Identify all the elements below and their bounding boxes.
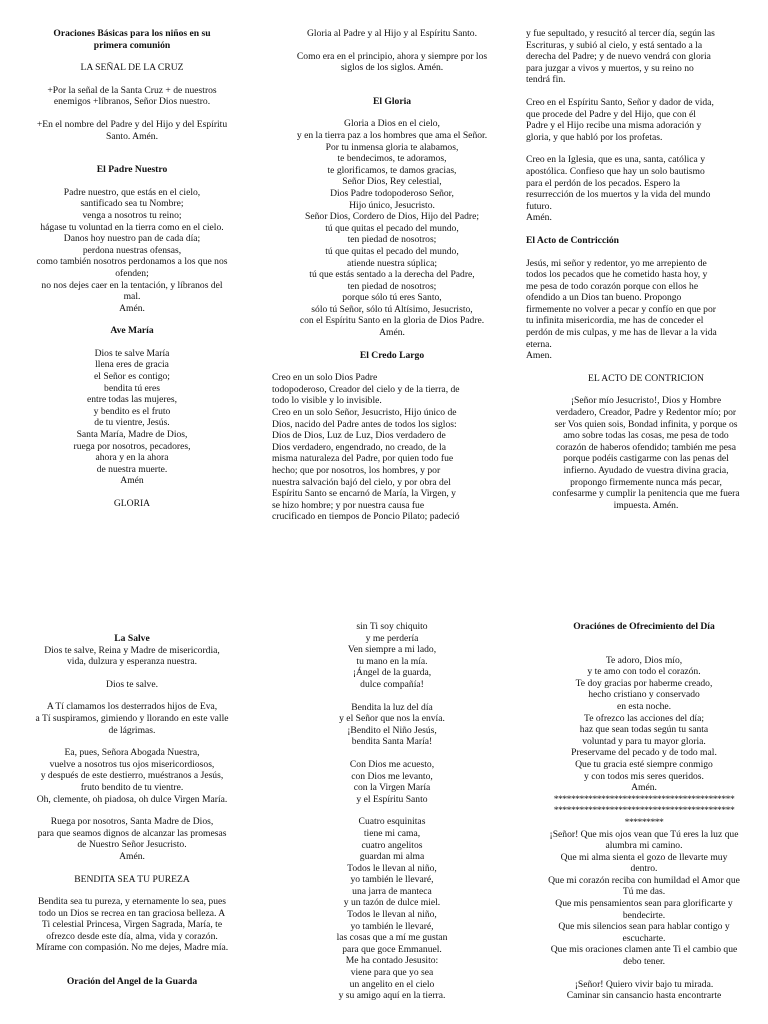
el-gloria-title: El Gloria	[372, 95, 412, 107]
credo-continued: y fue sepultado, y resucitó al tercer día, según las Escrituras, y subió al cielo, y está sentado a la derecha del Padre; y de nuevo vendrá con gloria para juzgar a vivos y muertos, y su reino no tendrá fin.	[526, 28, 715, 86]
ave-maria-title: Ave María	[110, 325, 154, 337]
salve-text-4: Ea, pues, Señora Abogada Nuestra, vuelve a nosotros tus ojos misericordiosos, y después de este destierro, muéstranos a Jesús, fruto bendito de tu vientre. Oh, clemente, oh piadosa, oh dulce Virgen María.	[36, 747, 228, 805]
senal-title: LA SEÑAL DE LA CRUZ	[80, 62, 184, 74]
senor-ojos-text: ¡Señor! Que mis ojos vean que Tú eres la luz que alumbra mi camino. Que mi alma sienta el gozo de llevarte muy dentro. Que mi corazón reciba con humildad el Amor que Tú me das. Que mis pensamientos sean para glorificarte y bendecirte. Que mis silencios sean para hablar contigo y escucharte. Que mis oraciones clamen ante Ti el cambio que debo tener.	[548, 828, 740, 968]
acto-contriccion-text: Jesús, mi señor y redentor, yo me arrepiento de todos los pecados que he cometido hasta hoy, y me pesa de todo corazón porque con ellos he ofendido a un Dios tan bueno. Propongo firmemente no volver a pecar y confío en que por tu infinita misericordia, me has de conceder el perdón de mis culpas, y me has de llevar a la vida eterna. Amen.	[526, 257, 717, 362]
credo-paragraph-3: Creo en la Iglesia, que es una, santa, católica y apostólica. Confieso que hay un solo bautismo para el perdón de los pecados. Espero la resurrección de los muertos y la vida del mundo futuro. Amén.	[526, 154, 711, 224]
asterisk-divider: ****************************************** ****************************************** *********	[553, 793, 735, 828]
angel-verse-3: Con Dios me acuesto, con Dios me levanto, con la Virgen María y el Espíritu Santo	[349, 758, 435, 805]
senal-text-1: +Por la señal de la Santa Cruz + de nuestros enemigos +líbranos, Señor Dios nuestro.	[47, 84, 217, 108]
credo-paragraph-2: Creo en el Espíritu Santo, Señor y dador de vida, que procede del Padre y del Hijo, que con él Padre y el Hijo recibe una misma adoración y gloria, y que habló por los profetas.	[526, 96, 714, 143]
padre-nuestro-title: El Padre Nuestro	[96, 164, 168, 176]
acto-contriccion-title: El Acto de Contricción	[526, 234, 619, 246]
ave-maria-text: Dios te salve María llena eres de gracia el Señor es contigo; bendita tú eres entre todas las mujeres, y bendito es el fruto de tu vientre, Jesús. Santa María, Madre de Dios, ruega por nosotros, pecadores, ahora y en la ahora de nuestra muerte. Amén	[73, 347, 191, 487]
angel-verse-2: Bendita la luz del día y el Señor que nos la envía. ¡Bendito el Niño Jesús, bendita Santa María!	[339, 701, 445, 748]
bottom-col-2	[272, 621, 512, 1002]
ofrecimiento-title: Oraciónes de Ofrecimiento del Día	[573, 621, 715, 632]
main-title: Oraciones Básicas para los niños en su primera comunión	[53, 28, 211, 51]
salve-text-5: Ruega por nosotros, Santa Madre de Dios, para que seamos dignos de alcanzar las promesas de Nuestro Señor Jesucristo. Amén.	[37, 816, 227, 862]
senor-vivir-text: ¡Señor! Quiero vivir bajo tu mirada. Caminar sin cansancio hasta encontrarte	[566, 978, 722, 1002]
senal-text-2: +En el nombre del Padre y del Hijo y del Espíritu Santo. Amén.	[36, 118, 228, 142]
angel-verse-1: sin Ti soy chiquito y me perdería Ven siempre a mi lado, tu mano en la mía. ¡Ángel de la guarda, dulce compañía!	[347, 621, 437, 690]
bottom-col-3	[522, 621, 766, 1002]
credo-title: El Credo Largo	[359, 349, 425, 361]
top-col-3	[526, 28, 766, 511]
ofrecimiento-text: Te adoro, Dios mío, y te amo con todo el corazón. Te doy gracias por haberme creado, hecho cristiano y conservado en esta noche. Te ofrezco las acciones del día; haz que sean todas según tu santa voluntad y para tu mayor gloria. Preservame del pecado y de todo mal. Que tu gracia esté siempre conmigo y con todos mis seres queridos. Amén.	[571, 654, 717, 794]
padre-nuestro-text: Padre nuestro, que estás en el cielo, santificado sea tu Nombre; venga a nosotros tu reino; hágase tu voluntad en la tierra como en el cielo. Danos hoy nuestro pan de cada día; perdona nuestras ofensas, como también nosotros perdonamos a los que nos ofenden; no nos dejes caer en la tentación, y líbranos del mal. Amén.	[36, 186, 228, 314]
bendita-text: Bendita sea tu pureza, y eternamente lo sea, pues todo un Dios se recrea en tan graciosa belleza. A Ti celestial Princesa, Virgen Sagrada, María, te ofrezco desde este día, alma, vida y corazón. Mírame con compasión. No me dejes, Madre mía.	[35, 896, 229, 954]
salve-text-3: A Tí clamamos los desterrados hijos de Eva, a Tí suspiramos, gimiendo y llorando en este valle de lágrimas.	[35, 701, 229, 736]
gloria-title: GLORIA	[113, 498, 151, 509]
acto-contricion-title-2: EL ACTO DE CONTRICION	[588, 372, 704, 384]
salve-title: La Salve	[114, 633, 150, 644]
el-gloria-text: Gloria a Dios en el cielo, y en la tierra paz a los hombres que ama el Señor. Por tu inmensa gloria te alabamos, te bendecimos, te adoramos, te glorificamos, te damos gracias, Señor Dios, Rey celestial, Dios Padre todopoderoso Señor, Hijo único, Jesucristo. Señor Dios, Cordero de Dios, Hijo del Padre; tú que quitas el pecado del mundo, ten piedad de nosotros; tú que quitas el pecado del mundo, atiende nuestra súplica; tú que estás sentado a la derecha del Padre, ten piedad de nosotros; porque sólo tú eres Santo, sólo tú Señor, sólo tú Altísimo, Jesucristo, con el Espíritu Santo en la gloria de Dios Padre. Amén.	[296, 118, 488, 339]
como-era-text: Como era en el principio, ahora y siempre por los siglos de los siglos. Amén.	[296, 50, 488, 74]
acto-contricion-text-2: ¡Señor mío Jesucristo!, Dios y Hombre verdadero, Creador, Padre y Redentor mío; por ser Vos quien sois, Bondad infinita, y porque os amo sobre todas las cosas, me pesa de todo corazón de haberos ofendido; también me pesa porque podéis castigarme con las penas del infierno. Ayudado de vuestra divina gracia, propongo firmemente nunca más pecar, confesarme y cumplir la penitencia que me fuera impuesta. Amén.	[552, 395, 740, 511]
angel-guarda-title: Oración del Angel de la Guarda	[66, 976, 198, 988]
salve-text-1: Dios te salve, Reina y Madre de misericordia, vida, dulzura y esperanza nuestra.	[44, 644, 220, 668]
top-col-1	[12, 28, 252, 510]
gloria-continued: Gloria al Padre y al Hijo y al Espíritu Santo.	[307, 28, 477, 39]
bottom-col-1	[12, 633, 252, 988]
salve-text-2: Dios te salve.	[106, 678, 158, 690]
bendita-title: BENDITA SEA TU PUREZA	[74, 873, 190, 885]
top-col-2	[272, 28, 512, 523]
credo-text: Creo en un solo Dios Padre todopoderoso, Creador del cielo y de la tierra, de todo lo visible y lo invisible. Creo en un solo Señor, Jesucristo, Hijo único de Dios, nacido del Padre antes de todos los siglos: Dios de Dios, Luz de Luz, Dios verdadero de Dios verdadero, engendrado, no creado, de la misma naturaleza del Padre, por quien todo fue hecho; que por nosotros, los hombres, y por nuestra salvación bajó del cielo, y por obra del Espíritu Santo se encarnó de María, la Virgen, y se hizo hombre; y por nuestra causa fue crucificado en tiempos de Poncio Pilato; padeció	[272, 372, 460, 523]
angel-verse-4: Cuatro esquinitas tiene mi cama, cuatro angelitos guardan mi alma Todos le llevan al niño, yo también le llevaré, una jarra de manteca y un tazón de dulce miel. Todos le llevan al niño, yo también le llevaré, las cosas que a mí me gustan para que goce Emmanuel. Me ha contado Jesusito: viene para que yo sea un angelito en el cielo y su amigo aquí en la tierra.	[336, 816, 448, 1002]
